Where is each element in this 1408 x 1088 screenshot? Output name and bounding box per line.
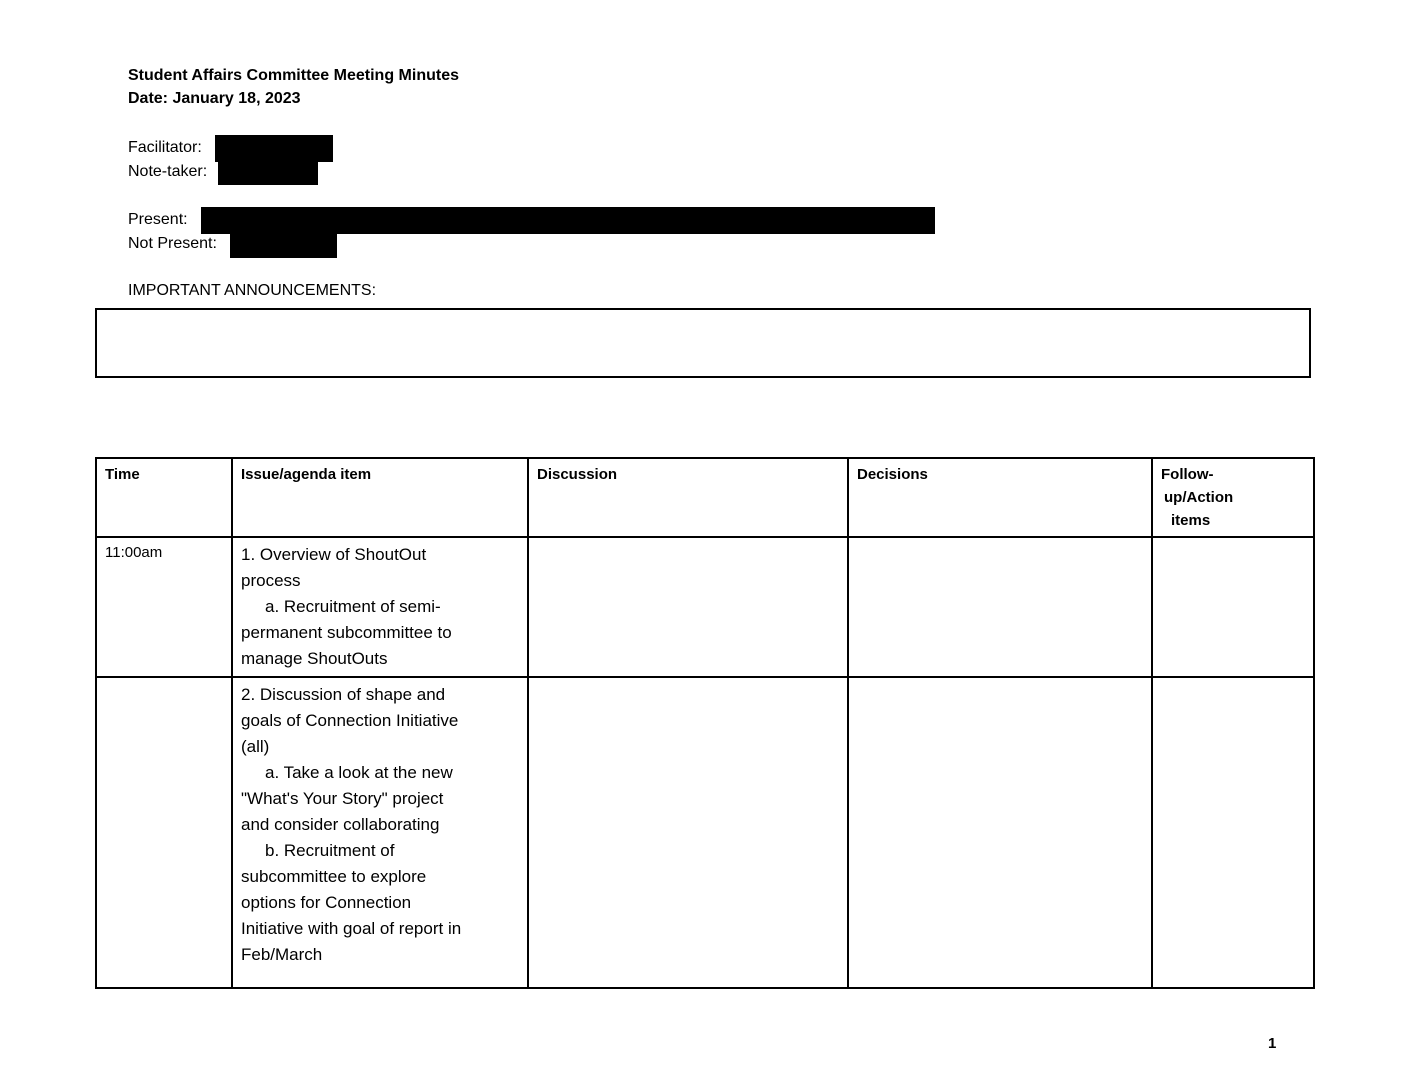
table-row xyxy=(96,677,1314,988)
present-redaction xyxy=(201,207,935,234)
page-number: 1 xyxy=(1268,1035,1277,1052)
row-issue xyxy=(232,537,528,677)
table-header-row xyxy=(96,458,1314,537)
notetaker-label: Note-taker: xyxy=(128,163,208,180)
sub-item-line: Initiative with goal of report in xyxy=(241,919,462,938)
table-row xyxy=(96,537,1314,677)
sub-item-line: a. Take a look at the new xyxy=(265,763,453,782)
issue-line: 1. Overview of ShoutOut xyxy=(241,545,427,564)
issue-line: 2. Discussion of shape and xyxy=(241,685,446,704)
meeting-date: Date: January 18, 2023 xyxy=(128,90,301,107)
sub-item-line: subcommittee to explore xyxy=(241,867,427,886)
row-decisions xyxy=(848,677,1152,988)
sub-item-line: and consider collaborating xyxy=(241,815,440,834)
header-followup xyxy=(1152,458,1314,537)
sub-item-line: a. Recruitment of semi- xyxy=(265,597,441,616)
header-time: Time xyxy=(96,458,232,537)
issue-line: process xyxy=(241,571,301,590)
issue-line: (all) xyxy=(241,737,270,756)
header-issue: Issue/agenda item xyxy=(232,458,528,537)
row-issue xyxy=(232,677,528,988)
issue-line: goals of Connection Initiative xyxy=(241,711,459,730)
minutes-table xyxy=(95,457,1315,989)
sub-item-line: options for Connection xyxy=(241,893,412,912)
announcements-box xyxy=(95,308,1311,378)
row-discussion xyxy=(528,677,848,988)
not-present-redaction xyxy=(230,233,337,258)
row-followup xyxy=(1152,537,1314,677)
row-decisions xyxy=(848,537,1152,677)
facilitator-redaction xyxy=(215,135,333,162)
sub-item-line: manage ShoutOuts xyxy=(241,649,388,668)
header-followup-line-2: up/Action xyxy=(1164,489,1234,506)
row-discussion xyxy=(528,537,848,677)
header-followup-line-1: Follow- xyxy=(1161,466,1214,483)
sub-item-line: "What's Your Story" project xyxy=(241,789,444,808)
row-time xyxy=(96,677,232,988)
header-discussion: Discussion xyxy=(528,458,848,537)
row-followup xyxy=(1152,677,1314,988)
notetaker-redaction xyxy=(218,161,318,185)
sub-item-line: Feb/March xyxy=(241,945,323,964)
sub-item-line: permanent subcommittee to xyxy=(241,623,452,642)
document-title: Student Affairs Committee Meeting Minutes xyxy=(128,67,459,84)
facilitator-label: Facilitator: xyxy=(128,139,202,156)
row-time: 11:00am xyxy=(96,537,232,677)
not-present-label: Not Present: xyxy=(128,235,217,252)
header-followup-line-3: items xyxy=(1171,512,1211,529)
header-decisions: Decisions xyxy=(848,458,1152,537)
announcements-label: IMPORTANT ANNOUNCEMENTS: xyxy=(128,282,377,299)
present-label: Present: xyxy=(128,211,188,228)
sub-item-line: b. Recruitment of xyxy=(265,841,395,860)
